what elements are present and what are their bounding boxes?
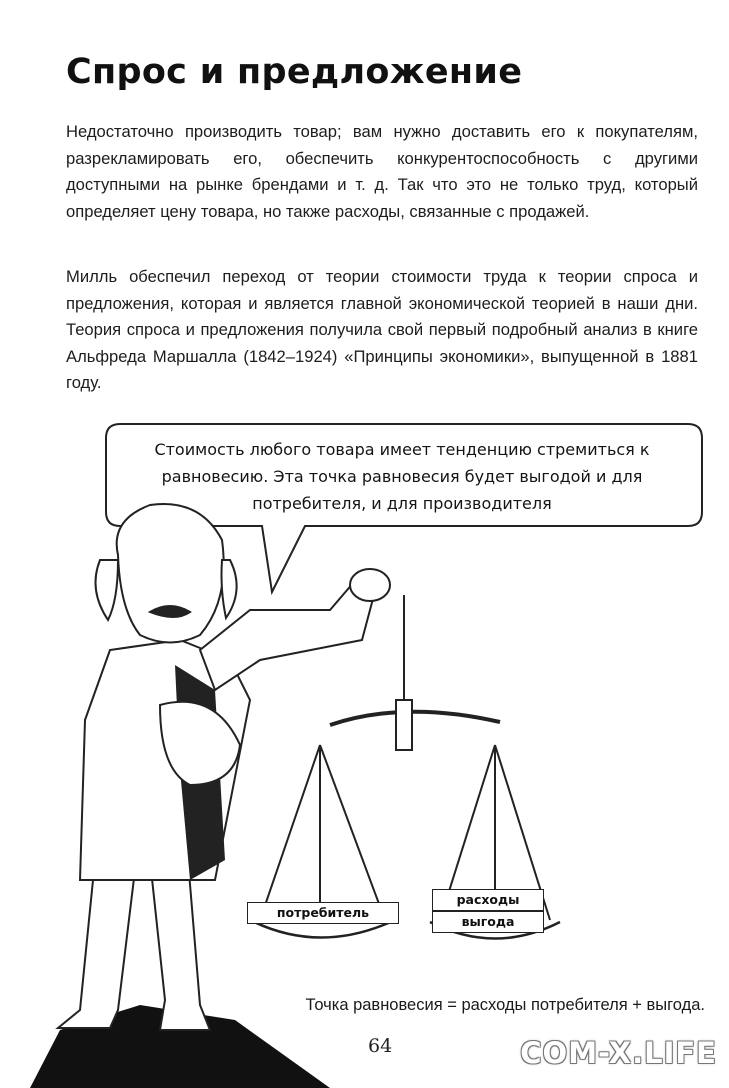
- speech-bubble-text: Стоимость любого товара имеет тенденцию стремиться к равновесию. Эта точка равновесия будет выгодой и для потребителя, и для производителя: [154, 440, 650, 513]
- watermark: COM-X.LIFE: [520, 1036, 717, 1070]
- scale-label-consumer: потребитель: [247, 902, 399, 924]
- figure-legs: [58, 860, 210, 1030]
- paragraph-2: Милль обеспечил переход от теории стоимости труда к теории спроса и предложения, которая и является главной экономической теорией в наши дни. Теория спроса и предложения получила свой первый подробный анализ в книге Альфреда Маршалла (1842–1924) «Принципы экономики», выпущенной в 1881 году.: [66, 267, 698, 392]
- page-title: Спрос и предложение: [66, 52, 523, 92]
- scale-label-benefit: выгода: [432, 911, 544, 933]
- paragraph-1: Недостаточно производить товар; вам нужно доставить его к покупателям, разрекламировать его, обеспечить конкурентоспособность с другими доступными на рынке брендами и т. д. Так что это не только труд, который определяет цену товара, но также расходы, связанные с продажей.: [66, 122, 698, 221]
- figure-hand: [350, 569, 390, 601]
- equilibrium-caption: Точка равновесия = расходы потребителя + выгода.: [305, 996, 705, 1014]
- page-number: 64: [368, 1035, 393, 1057]
- scale-label-costs: расходы: [432, 889, 544, 911]
